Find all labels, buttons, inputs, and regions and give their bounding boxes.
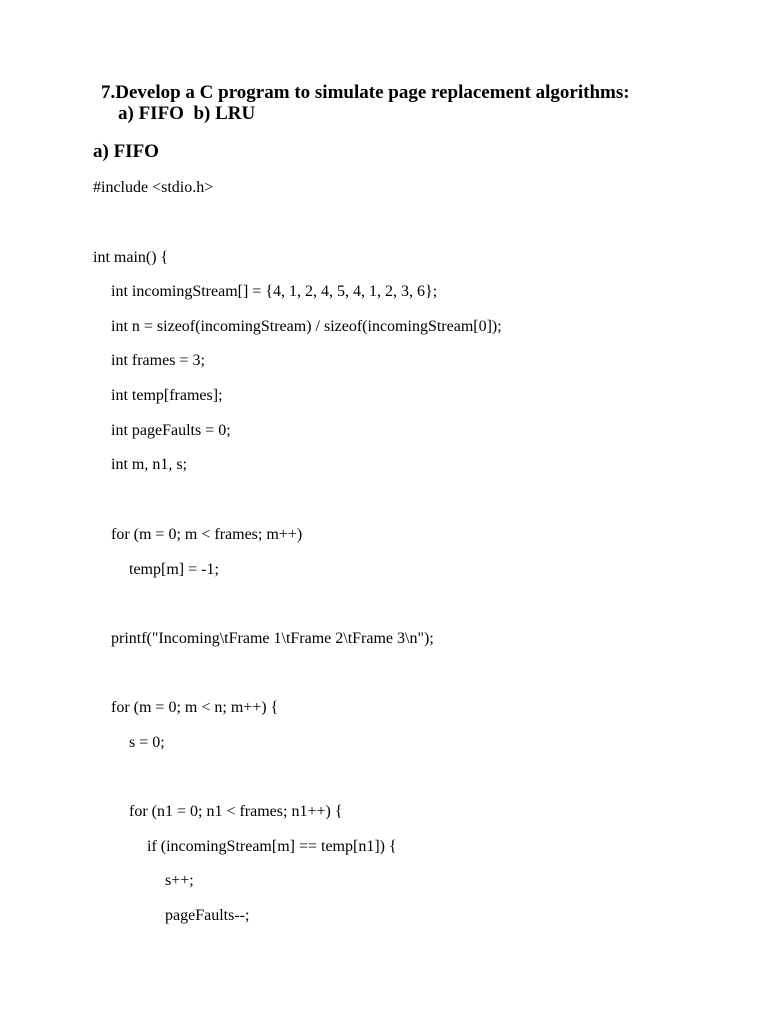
code-line: int main() { — [93, 249, 169, 266]
code-line: #include <stdio.h> — [93, 179, 214, 196]
code-line: for (m = 0; m < n; m++) { — [111, 699, 279, 716]
document-subtitle: a) FIFO b) LRU — [118, 103, 256, 124]
code-line: s = 0; — [129, 734, 165, 751]
code-line: for (m = 0; m < frames; m++) — [111, 526, 303, 543]
code-line: printf("Incoming\tFrame 1\tFrame 2\tFrame 3\n"); — [111, 630, 434, 647]
code-line: temp[m] = -1; — [129, 561, 219, 578]
code-line: int temp[frames]; — [111, 387, 223, 404]
code-line: s++; — [165, 872, 194, 889]
code-line: int frames = 3; — [111, 352, 205, 369]
code-line: int n = sizeof(incomingStream) / sizeof(incomingStream[0]); — [111, 318, 502, 335]
code-line: pageFaults--; — [165, 907, 250, 924]
code-line: int incomingStream[] = {4, 1, 2, 4, 5, 4, 1, 2, 3, 6}; — [111, 283, 438, 300]
code-line: for (n1 = 0; n1 < frames; n1++) { — [129, 803, 343, 820]
code-line: int pageFaults = 0; — [111, 422, 231, 439]
section-heading: a) FIFO — [93, 141, 159, 162]
code-line: int m, n1, s; — [111, 456, 188, 473]
document-title: 7.Develop a C program to simulate page replacement algorithms: — [101, 82, 630, 103]
code-line: if (incomingStream[m] == temp[n1]) { — [147, 838, 397, 855]
